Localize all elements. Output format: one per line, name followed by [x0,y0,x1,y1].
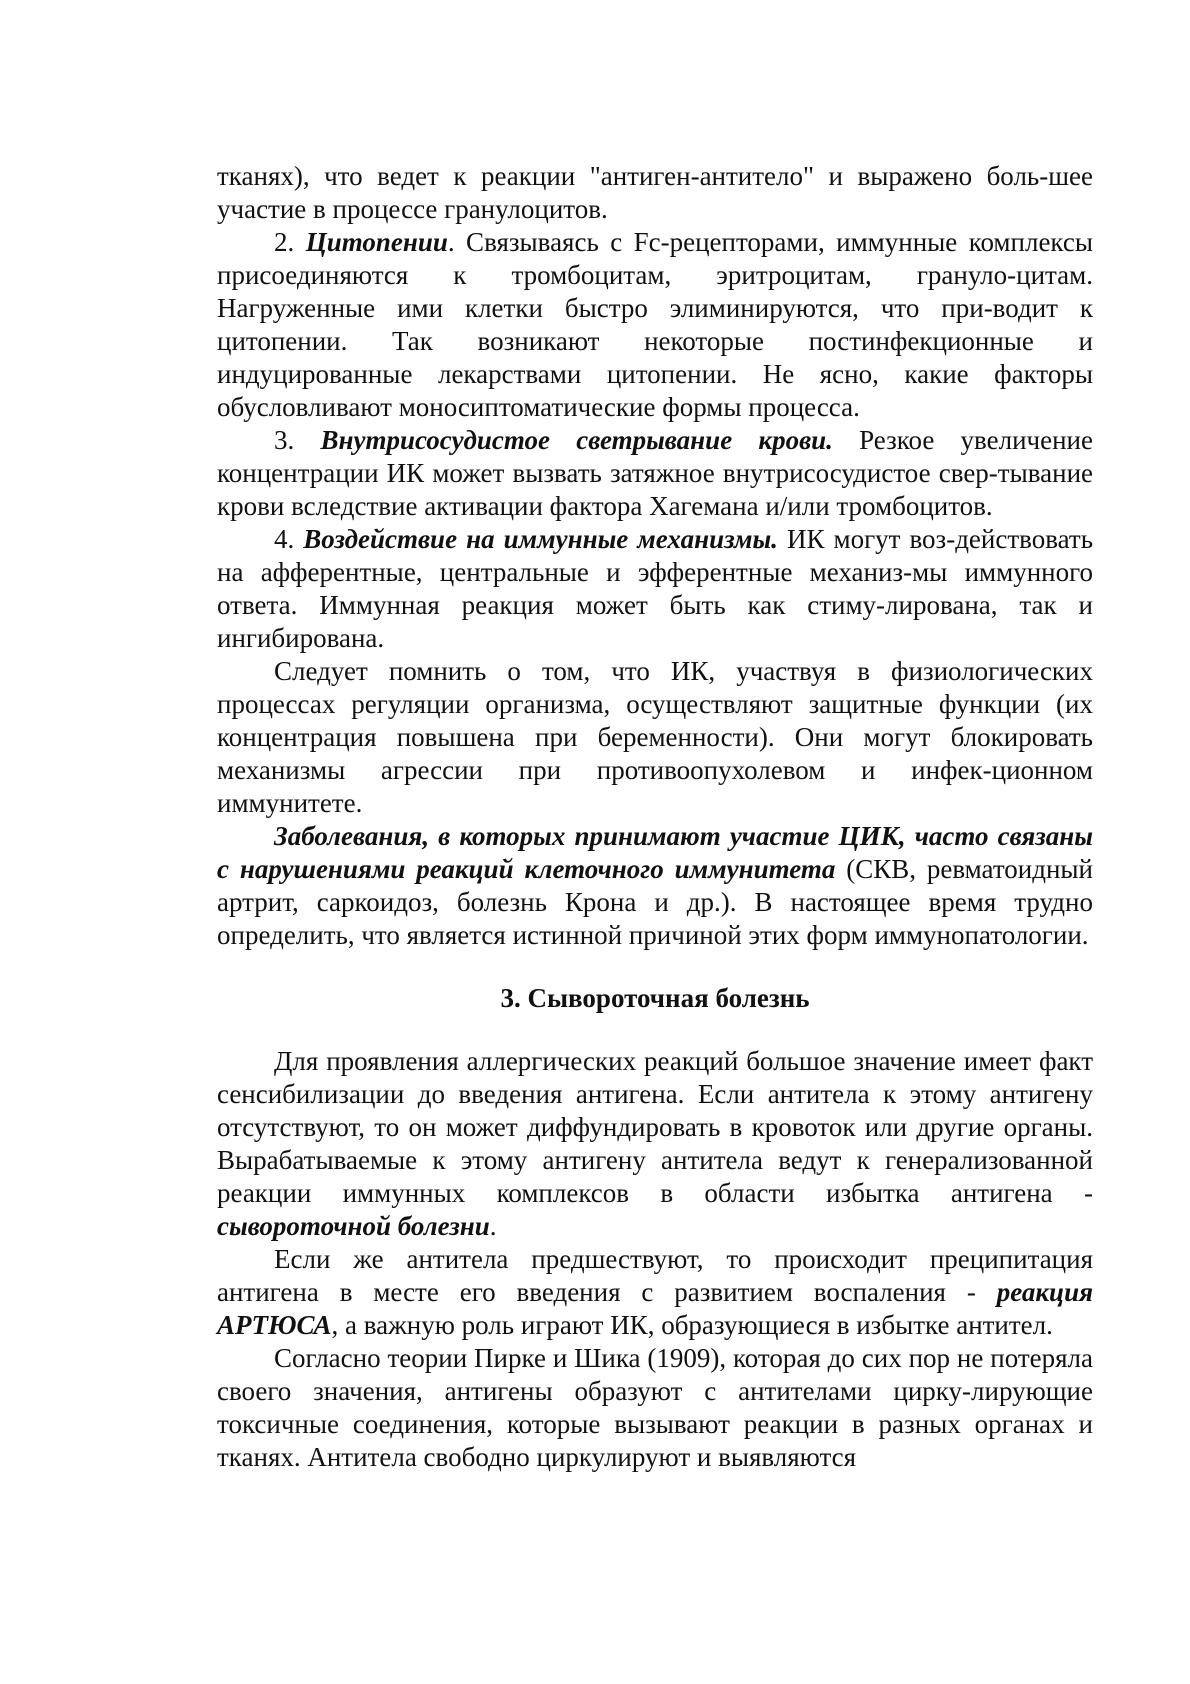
emphasized-term: Внутрисосудистое светрывание крови. [320,425,833,455]
paragraph [217,160,1093,226]
document-page [217,160,1093,1474]
paragraph-text: 3. [274,425,321,455]
paragraph-text: ИК могут воз-действовать на афферентные, центральные и эфферентные механиз-мы иммунного ответа. Иммунная реакция может быть как стиму-лирована, так и ингибирована. [217,524,1094,653]
paragraph-text: . [489,1211,497,1241]
emphasized-term: Цитопении [305,227,448,257]
paragraph-text: Для проявления аллергических реакций большое значение имеет факт сенсибилизации до введения антигена. Если антитела к этому антигену отсутствуют, то он может диффундировать в кровоток или другие органы. Вырабатываемые к этому антигену антитела ведут к генерализованной реакции иммунных комплексов в области избытка антигена - [217,1046,1093,1208]
paragraph [217,655,1093,820]
emphasized-term: сывороточной болезни [217,1211,490,1241]
paragraph-text: (СКВ, ревматоидный артрит, саркоидоз, болезнь Крона и др.). В настоящее время трудно определить, что является истинной причиной этих форм иммунопатологии. [217,854,1093,950]
paragraph [217,1045,1093,1243]
paragraph [217,523,1093,655]
body-text-top [217,160,1093,952]
paragraph [217,1243,1093,1342]
paragraph-text: Резкое увеличение концентрации ИК может вызвать затяжное внутрисосудистое свер-тывание крови вследствие активации фактора Хагемана и/или тромбоцитов. [217,425,1093,521]
paragraph-text: 2. [274,227,306,257]
emphasized-term: реакция АРТЮСА [217,1277,1093,1340]
paragraph [217,226,1093,424]
emphasized-term: Воздействие на иммунные механизмы. [303,524,778,554]
body-text-bottom [217,1045,1093,1474]
emphasized-term: Заболевания, в которых принимают участие ЦИК, часто связаны с нарушениями реакций клеточного иммунитета [217,821,1093,884]
paragraph-text: , а важную роль играют ИК, образующиеся в избытке антител. [331,1310,1053,1340]
section-heading: 3. Сывороточная болезнь [500,983,810,1013]
paragraph [217,820,1093,952]
paragraph-text: 4. [274,524,304,554]
paragraph-text: Если же антитела предшествуют, то происходит преципитация антигена в месте его введения с развитием воспаления - [217,1244,1093,1307]
paragraph-text: Следует помнить о том, что ИК, участвуя в физиологических процессах регуляции организма, осуществляют защитные функции (их концентрация повышена при беременности). Они могут блокировать механизмы агрессии при противоопухолевом и инфек-ционном иммунитете. [217,656,1093,818]
paragraph-text: тканях), что ведет к реакции "антиген-антитело" и выражено боль-шее участие в процессе гранулоцитов. [217,161,1093,224]
paragraph [217,1342,1093,1474]
paragraph-text: Согласно теории Пирке и Шика (1909), которая до сих пор не потеряла своего значения, антигены образуют с антителами цирку-лирующие токсичные соединения, которые вызывают реакции в разных органах и тканях. Антитела свободно циркулируют и выявляются [217,1343,1093,1472]
paragraph [217,424,1093,523]
paragraph-text: . Связываясь с Fc-рецепторами, иммунные комплексы присоединяются к тромбоцитам, эритроцитам, грануло-цитам. Нагруженные ими клетки быстро элиминируются, что при-водит к цитопении. Так возникают некоторые постинфекционные и индуцированные лекарствами цитопении. Не ясно, какие факторы обусловливают моносиптоматические формы процесса. [217,227,1093,422]
